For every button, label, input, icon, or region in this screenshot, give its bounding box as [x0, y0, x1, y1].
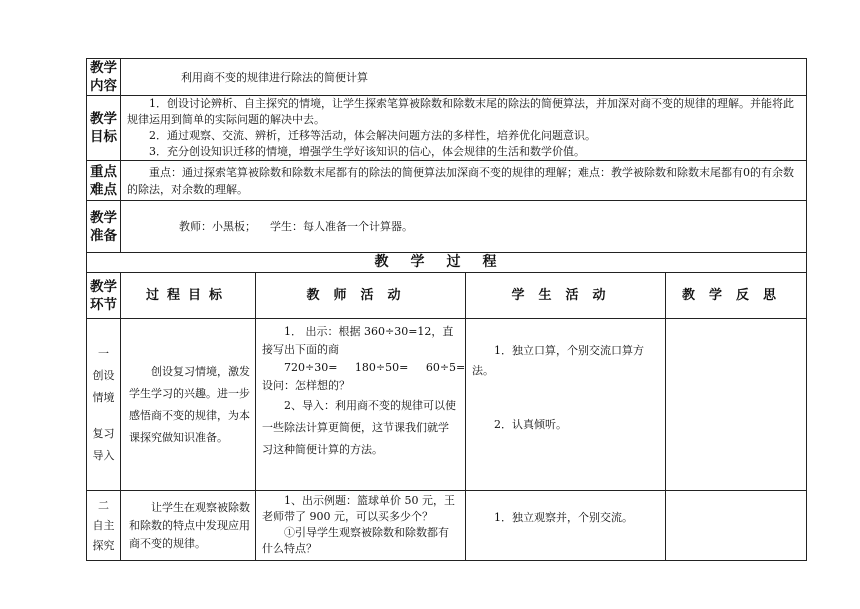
lesson-plan-table — [86, 58, 807, 561]
stage-2-label: 二 自主 探究 — [87, 491, 121, 561]
label-goals: 教学 目标 — [87, 96, 121, 161]
goals-text — [121, 96, 807, 161]
row-column-headers — [87, 273, 807, 319]
goal-item: 2．通过观察、交流、辨析，迁移等活动，体会解决问题方法的多样性，培养优化问题意识。 — [149, 129, 596, 142]
key-points-text: 重点：通过探索笔算被除数和除数末尾都有的除法的简便算法加深商不变的规律的理解；难点：教学被除数和除数末尾都有0的有余数的除法，对余数的理解。 — [121, 161, 807, 201]
stage-1-label: 一 创设 情境 复习 导入 — [87, 319, 121, 491]
content-text: 利用商不变的规律进行除法的简便计算 — [121, 59, 807, 96]
stage-2-student: 1．独立观察并，个别交流。 — [466, 491, 666, 561]
stage-1-goal: 创设复习情境，激发学生学习的兴趣。进一步感悟商不变的规律，为本课探究做知识准备。 — [121, 319, 256, 491]
row-prep — [87, 201, 807, 253]
label-prep: 教学 准备 — [87, 201, 121, 253]
stage-2-reflection — [666, 491, 807, 561]
label-key-points: 重点 难点 — [87, 161, 121, 201]
col-header-stage: 教学 环节 — [87, 273, 121, 319]
row-key-points — [87, 161, 807, 201]
prep-text: 教师：小黑板； 学生：每人准备一个计算器。 — [121, 201, 807, 253]
label-content: 教学 内容 — [87, 59, 121, 96]
stage-1-student: 1．独立口算，个别交流口算方法。 2．认真倾听。 — [466, 319, 666, 491]
col-header-reflection: 教学反思 — [666, 273, 807, 319]
process-title: 教学过程 — [87, 253, 807, 273]
col-header-goal: 过程目标 — [121, 273, 256, 319]
goal-item: 1．创设讨论辨析、自主探究的情境，让学生探索笔算被除数和除数末尾的除法的简便算法，并加深对商不变的规律的理解。并能将此规律运用到简单的实际问题的解决中去。 — [127, 97, 794, 126]
stage-1-teacher: 1． 出示：根据 360÷30=12，直接写出下面的商 720÷30= 180÷50= 60÷5= 设问：怎样想的？ 2、导入：利用商不变的规律可以使一些除法计算更简便，这节课我们就学习这种简便计算的方法。 — [256, 319, 466, 491]
col-header-student: 学生活动 — [466, 273, 666, 319]
row-content — [87, 59, 807, 96]
row-stage-2 — [87, 491, 807, 561]
stage-2-goal: 让学生在观察被除数和除数的特点中发现应用商不变的规律。 — [121, 491, 256, 561]
goal-item: 3．充分创设知识迁移的情境，增强学生学好该知识的信心，体会规律的生活和数学价值。 — [149, 145, 585, 158]
col-header-teacher: 教师活动 — [256, 273, 466, 319]
stage-2-teacher: 1、出示例题：篮球单价 50 元，王老师带了 900 元，可以买多少个？ ①引导学生观察被除数和除数都有什么特点？ — [256, 491, 466, 561]
row-goals — [87, 96, 807, 161]
row-process-title — [87, 253, 807, 273]
row-stage-1 — [87, 319, 807, 491]
lesson-plan-document — [86, 58, 806, 561]
stage-1-reflection — [666, 319, 807, 491]
